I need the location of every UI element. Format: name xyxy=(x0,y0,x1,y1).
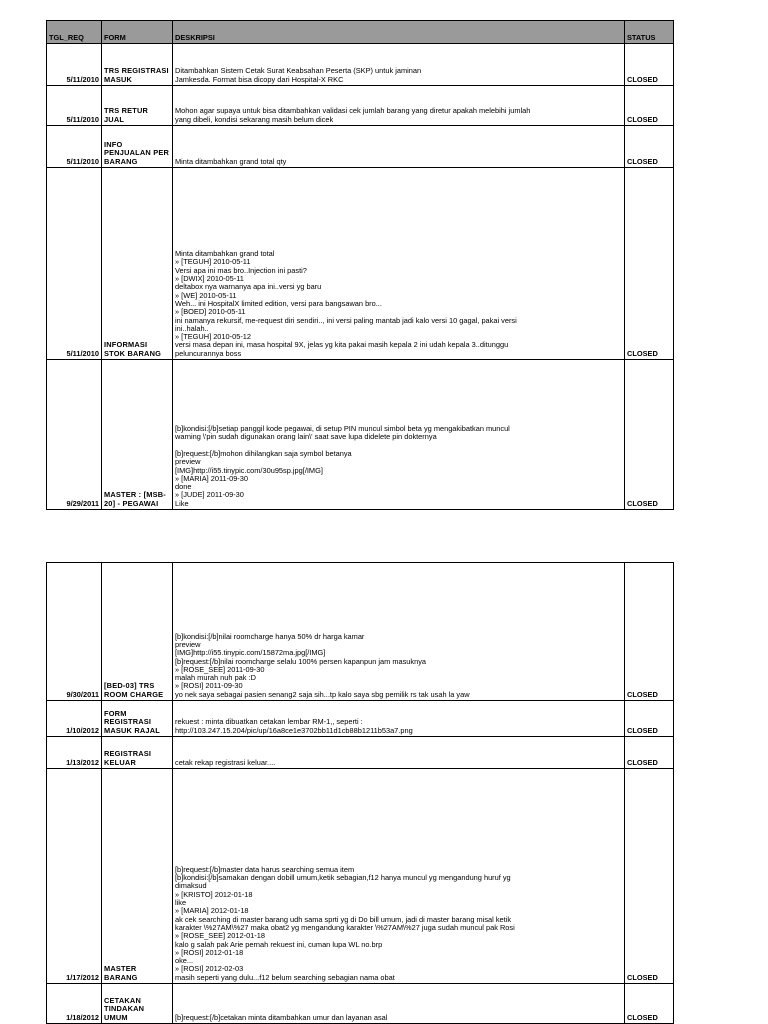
table-row xyxy=(47,44,674,86)
cell-date: 9/30/2011 xyxy=(47,563,102,701)
table-row xyxy=(47,769,674,984)
cell-form: INFORMASI STOK BARANG xyxy=(102,168,173,360)
table-row xyxy=(47,563,674,701)
cell-date: 1/18/2012 xyxy=(47,984,102,1024)
header-row xyxy=(47,21,674,44)
table-row xyxy=(47,984,674,1024)
cell-status: CLOSED xyxy=(625,360,674,510)
cell-status: CLOSED xyxy=(625,126,674,168)
cell-status: CLOSED xyxy=(625,769,674,984)
cell-date: 1/17/2012 xyxy=(47,769,102,984)
table-row xyxy=(47,86,674,126)
cell-form: [BED-03] TRS ROOM CHARGE xyxy=(102,563,173,701)
cell-description: [b]request:[/b]master data harus searching semua item [b]kondisi:[/b]samakan dengan dobill umum,ketik sebagian,f12 hanya muncul yg mengandung huruf yg dimaksud » [KRISTO] 2012-01-18 like » [MARIA] 2012-01-18 ak cek searching di master barang udh sama sprti yg di Do bill umum, jadi di master barang misal ketik karakter \%27AM\%27 maka obat2 yg mengandung karakter \%27AM\%27 juga sudah muncul pak Rosi » [ROSE_SEE] 2012-01-18 kalo g salah pak Arie pernah rekuest ini, cuman lupa WL no.brp » [ROSI] 2012-01-18 oke... » [ROSI] 2012-02-03 masih seperti yang dulu...f12 belum searching sebagian nama obat xyxy=(173,769,625,984)
cell-status: CLOSED xyxy=(625,563,674,701)
cell-date: 5/11/2010 xyxy=(47,44,102,86)
cell-status: CLOSED xyxy=(625,86,674,126)
table-row xyxy=(47,701,674,737)
table-row xyxy=(47,360,674,510)
cell-description: Minta ditambahkan grand total » [TEGUH] 2010-05-11 Versi apa ini mas bro..Injection ini pasti? » [DWIX] 2010-05-11 deltabox nya warnanya apa ini..versi yg baru » [WE] 2010-05-11 Weh... ini HospitalX limited edition, versi para bangsawan bro... » [BOED] 2010-05-11 ini namanya rekursif, me-request diri sendiri.., ini versi paling mantab jadi kalo versi 10 gagal, pakai versi ini..halah.. » [TEGUH] 2010-05-12 versi masa depan ini, masa hospital 9X, jelas yg kita pakai masih kepala 2 ini udah kepala 3..ditunggu peluncurannya boss xyxy=(173,168,625,360)
cell-form: MASTER : [MSB-20] - PEGAWAI xyxy=(102,360,173,510)
cell-description: Mohon agar supaya untuk bisa ditambahkan validasi cek jumlah barang yang diretur apakah melebihi jumlah yang dibeli, kondisi sekarang masih belum dicek xyxy=(173,86,625,126)
cell-form: TRS REGISTRASI MASUK xyxy=(102,44,173,86)
cell-form: TRS RETUR JUAL xyxy=(102,86,173,126)
cell-date: 5/11/2010 xyxy=(47,168,102,360)
cell-description: Minta ditambahkan grand total qty xyxy=(173,126,625,168)
header-date: TGL_REQ xyxy=(47,21,102,44)
cell-date: 9/29/2011 xyxy=(47,360,102,510)
cell-status: CLOSED xyxy=(625,701,674,737)
cell-description: cetak rekap registrasi keluar.... xyxy=(173,737,625,769)
request-table-1 xyxy=(46,20,674,510)
cell-description: [b]kondisi:[/b]setiap panggil kode pegawai, di setup PIN muncul simbol beta yg mengakibatkan muncul warning \'pin sudah digunakan orang lain\' saat save lupa didelete pin dokternya [b]request:[/b]mohon dihilangkan saja symbol betanya preview [IMG]http://i55.tinypic.com/30u95sp.jpg[/IMG] » [MARIA] 2011-09-30 done » [JUDE] 2011-09-30 Like xyxy=(173,360,625,510)
table-row xyxy=(47,737,674,769)
cell-form: MASTER BARANG xyxy=(102,769,173,984)
cell-status: CLOSED xyxy=(625,168,674,360)
header-form: FORM xyxy=(102,21,173,44)
cell-status: CLOSED xyxy=(625,984,674,1024)
table-row xyxy=(47,168,674,360)
table-row xyxy=(47,126,674,168)
cell-status: CLOSED xyxy=(625,737,674,769)
header-status: STATUS xyxy=(625,21,674,44)
cell-date: 1/13/2012 xyxy=(47,737,102,769)
cell-description: rekuest : minta dibuatkan cetakan lembar RM-1,, seperti : http://103.247.15.204/pic/up/16a8ce1e3702bb11d1cb88b1211b53a7.png xyxy=(173,701,625,737)
cell-form: CETAKAN TINDAKAN UMUM xyxy=(102,984,173,1024)
cell-form: FORM REGISTRASI MASUK RAJAL xyxy=(102,701,173,737)
header-description: DESKRIPSI xyxy=(173,21,625,44)
request-table-2 xyxy=(46,562,674,1024)
cell-description: [b]request:[/b]cetakan minta ditambahkan umur dan layanan asal xyxy=(173,984,625,1024)
cell-description: Ditambahkan Sistem Cetak Surat Keabsahan Peserta (SKP) untuk jaminan Jamkesda. Format bisa dicopy dari Hospital-X RKC xyxy=(173,44,625,86)
cell-form: REGISTRASI KELUAR xyxy=(102,737,173,769)
cell-date: 1/10/2012 xyxy=(47,701,102,737)
cell-date: 5/11/2010 xyxy=(47,86,102,126)
cell-form: INFO PENJUALAN PER BARANG xyxy=(102,126,173,168)
cell-description: [b]kondisi:[/b]nilai roomcharge hanya 50% dr harga kamar preview [IMG]http://i55.tinypic.com/15872ma.jpg[/IMG] [b]request:[/b]nilai roomcharge selalu 100% persen kapanpun jam masuknya » [ROSE_SEE] 2011-09-30 malah murah nuh pak :D » [ROSI] 2011-09-30 yo nek saya sebagai pasien senang2 saja sih...tp kalo saya sbg pemilik rs tak usah la yaw xyxy=(173,563,625,701)
cell-status: CLOSED xyxy=(625,44,674,86)
cell-date: 5/11/2010 xyxy=(47,126,102,168)
